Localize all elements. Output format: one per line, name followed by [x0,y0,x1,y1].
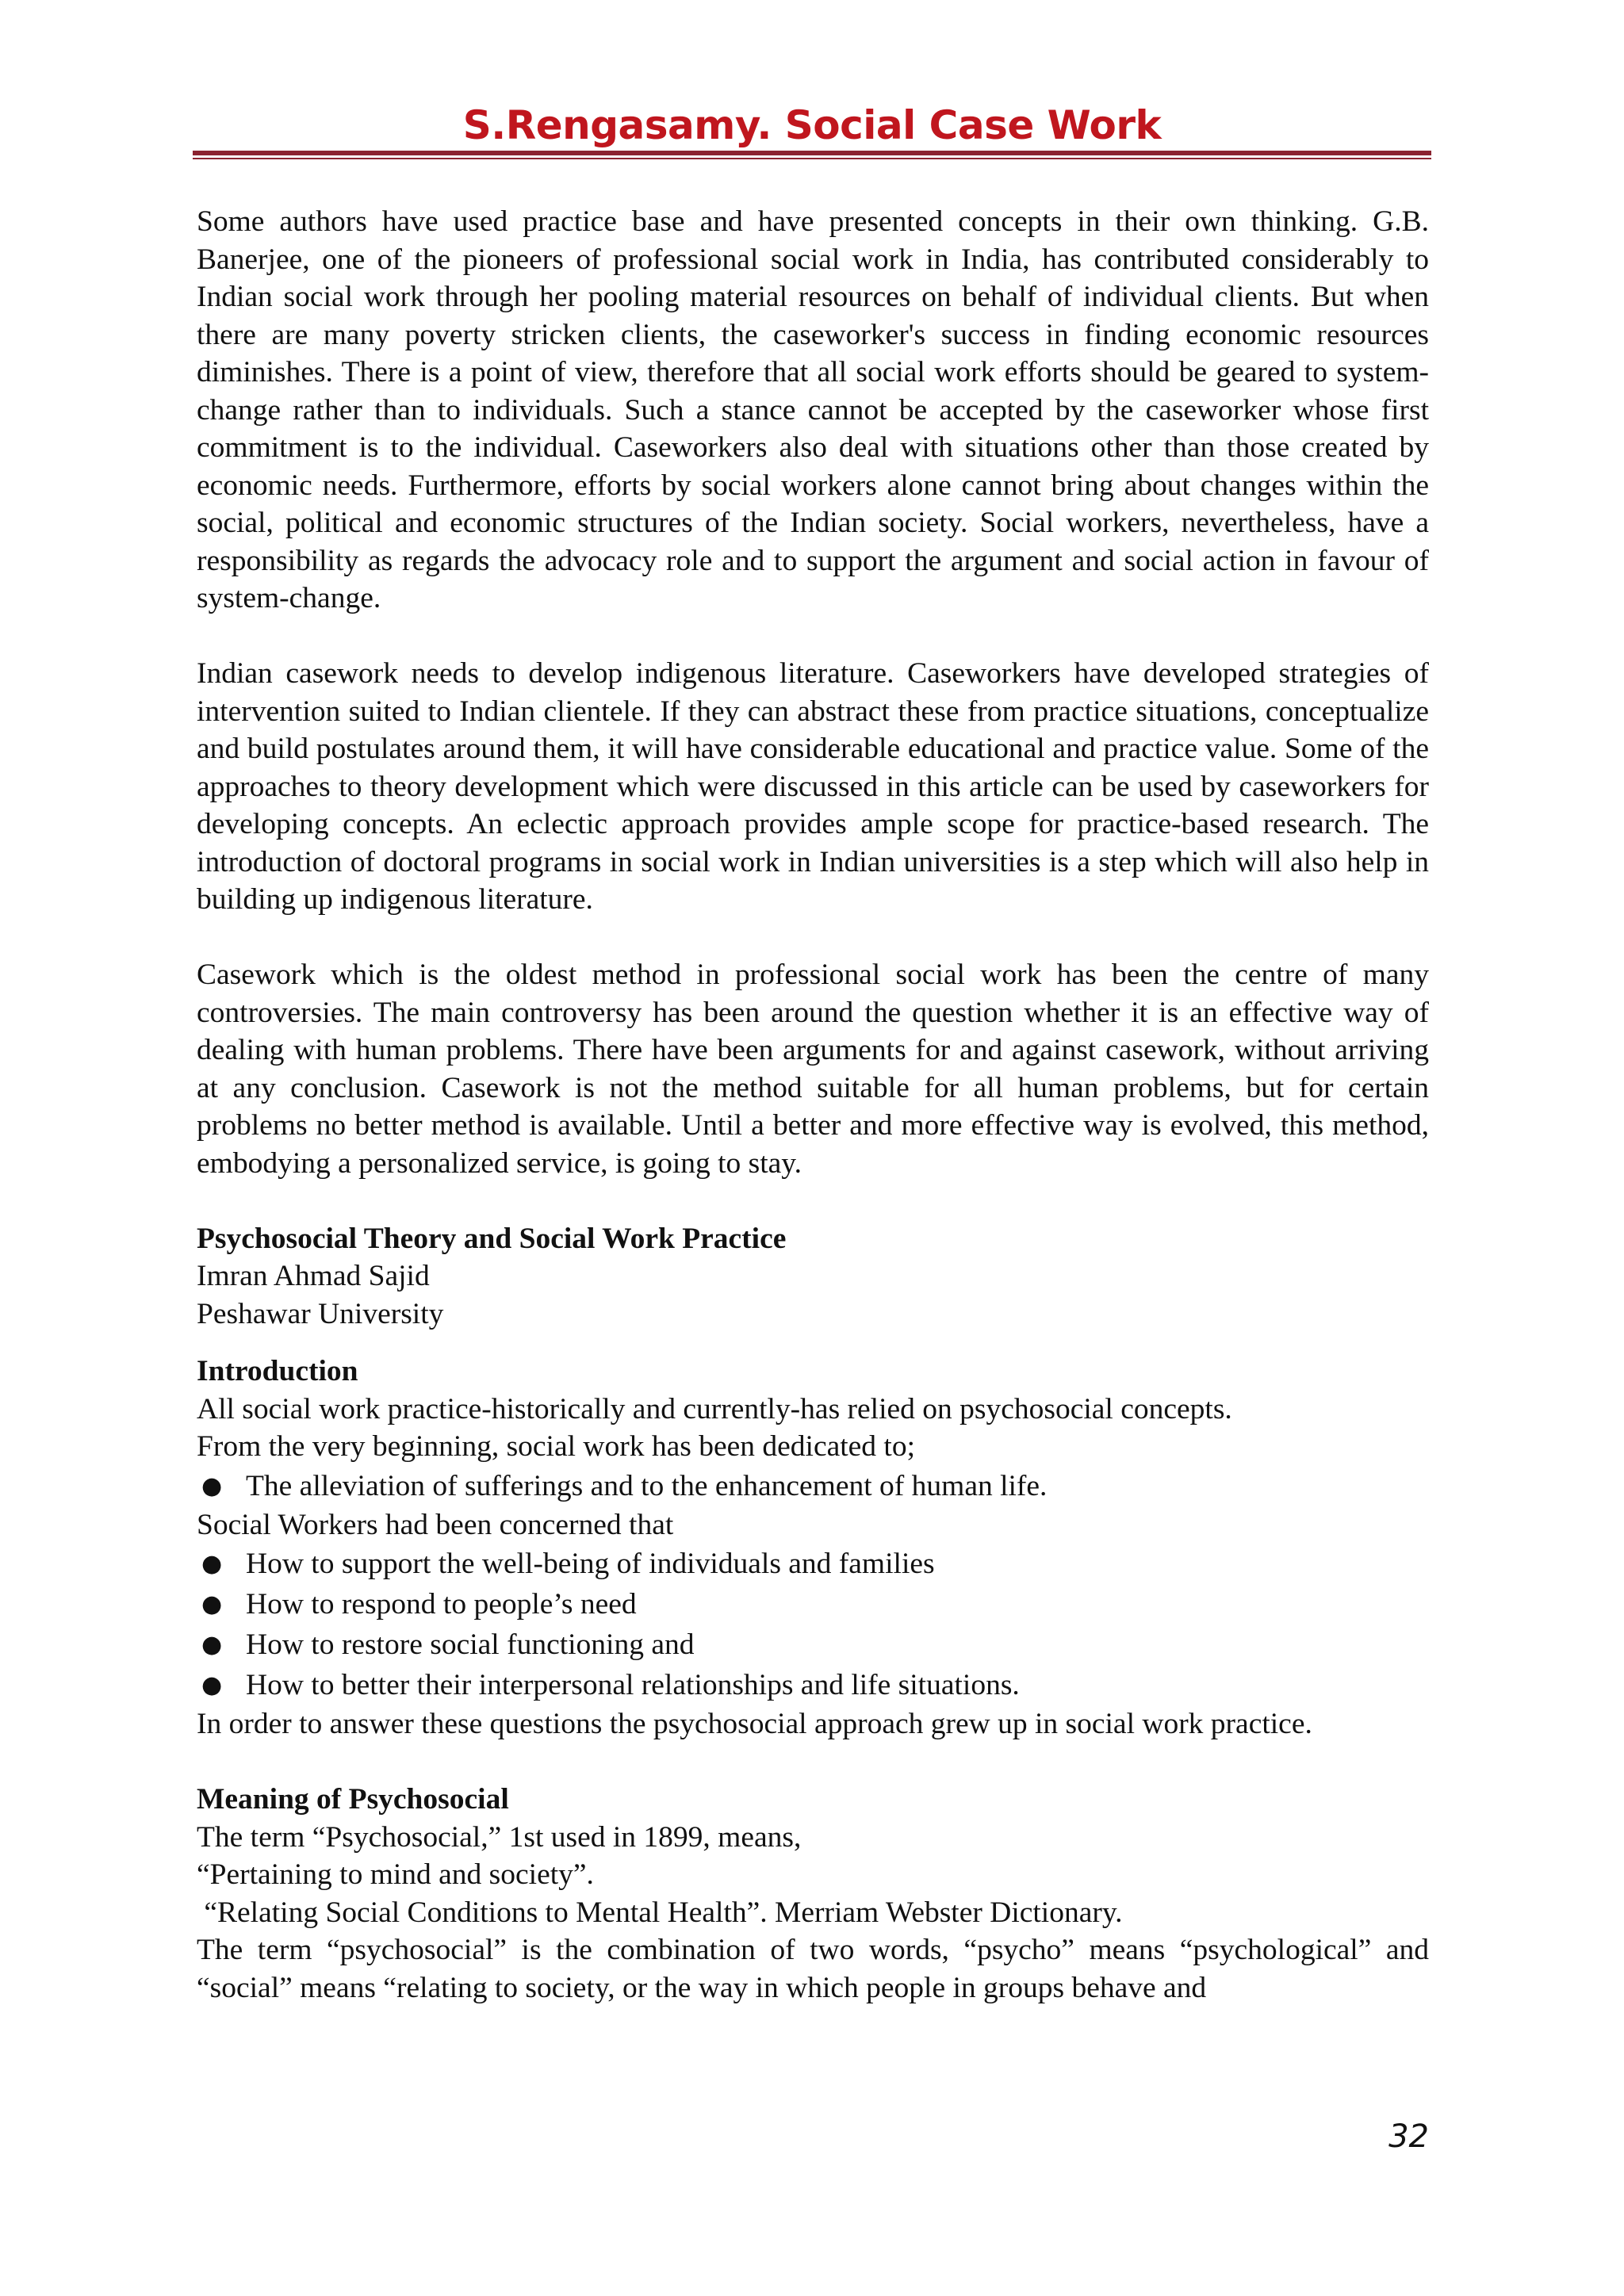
bullet-list-dedication [197,1466,1429,1506]
spacer [197,1743,1429,1781]
list-item-text: How to respond to people’s need [246,1588,637,1621]
list-item [197,1665,1429,1705]
bullet-icon: ● [201,1671,223,1699]
list-item [197,1584,1429,1624]
bullet-list-concerns [197,1544,1429,1705]
bullet-icon: ● [201,1471,223,1500]
header-rule-thick [193,151,1431,155]
article-title: Psychosocial Theory and Social Work Practice [197,1222,787,1255]
list-item [197,1466,1429,1506]
list-item-text: The alleviation of sufferings and to the enhancement of human life. [246,1469,1048,1502]
bullet-icon: ● [201,1631,223,1659]
spacer [197,1333,1429,1353]
meaning-line: The term “Psychosocial,” 1st used in 1899, means, [197,1820,802,1854]
header-rule-thin [193,158,1431,159]
spacer [197,618,1429,656]
running-header-title: S.Rengasamy. Social Case Work [462,102,1162,148]
bullet-icon: ● [201,1590,223,1618]
meaning-paragraph: The term “psychosocial” is the combination of two words, “psycho” means “psychological” and “social” means “relating to society, or the way in which people in groups behave and [197,1934,1429,2004]
meaning-line: “Pertaining to mind and society”. [197,1858,594,1891]
meaning-line: “Relating Social Conditions to Mental Health”. Merriam Webster Dictionary. [197,1896,1123,1929]
article-affiliation: Peshawar University [197,1297,444,1330]
page-number: 32 [1388,2118,1429,2155]
list-item [197,1624,1429,1665]
introduction-line: Social Workers had been concerned that [197,1508,674,1541]
paragraph-indigenous-literature: Indian casework needs to develop indigenous literature. Caseworkers have developed strategies of intervention suited to Indian clientele. If they can abstract these from practice situations, conceptualize and build postulates around them, it will have considerable educational and practice value. Some of the approaches to theory development which were discussed in this article can be used by caseworkers for developing concepts. An eclectic approach provides ample scope for practice-based research. The introduction of doctoral programs in social work in Indian universities is a step which will also help in building up indigenous literature. [197,657,1429,916]
article-author: Imran Ahmad Sajid [197,1260,430,1292]
meaning-heading: Meaning of Psychosocial [197,1783,509,1816]
introduction-line: All social work practice-historically and currently-has relied on psychosocial concepts. [197,1392,1232,1425]
paragraph-banerjee: Some authors have used practice base and have presented concepts in their own thinking. G.B. Banerjee, one of the pioneers of professional social work in India, has contributed considerably to Indian social work through her pooling material resources on behalf of individual clients. But when there are many poverty stricken clients, the caseworker's success in finding economic resources diminishes. There is a point of view, therefore that all social work efforts should be geared to system-change rather than to individuals. Such a stance cannot be accepted by the caseworker whose first commitment is to the individual. Caseworkers also deal with situations other than those created by economic needs. Furthermore, efforts by social workers alone cannot bring about changes within the social, political and economic structures of the Indian society. Social workers, nevertheless, have a responsibility as regards the advocacy role and to support the argument and social action in favour of system-change. [197,205,1429,614]
list-item-text: How to restore social functioning and [246,1628,695,1661]
introduction-line: In order to answer these questions the psychosocial approach grew up in social work practice. [197,1708,1312,1740]
list-item-text: How to support the well-being of individuals and families [246,1548,935,1580]
paragraph-casework-controversy: Casework which is the oldest method in professional social work has been the centre of many controversies. The main controversy has been around the question whether it is an effective way of dealing with human problems. There have been arguments for and against casework, without arriving at any conclusion. Casework is not the method suitable for all human problems, but for certain problems no better method is available. Until a better and more effective way is evolved, this method, embodying a personalized service, is going to stay. [197,959,1429,1180]
list-item [197,1544,1429,1584]
bullet-icon: ● [201,1550,223,1578]
spacer [197,919,1429,957]
introduction-heading: Introduction [197,1355,358,1387]
page-header [193,94,1431,157]
list-item-text: How to better their interpersonal relationships and life situations. [246,1669,1020,1701]
introduction-line: From the very beginning, social work has been dedicated to; [197,1430,916,1463]
page-content [197,203,1429,2007]
spacer [197,1182,1429,1220]
